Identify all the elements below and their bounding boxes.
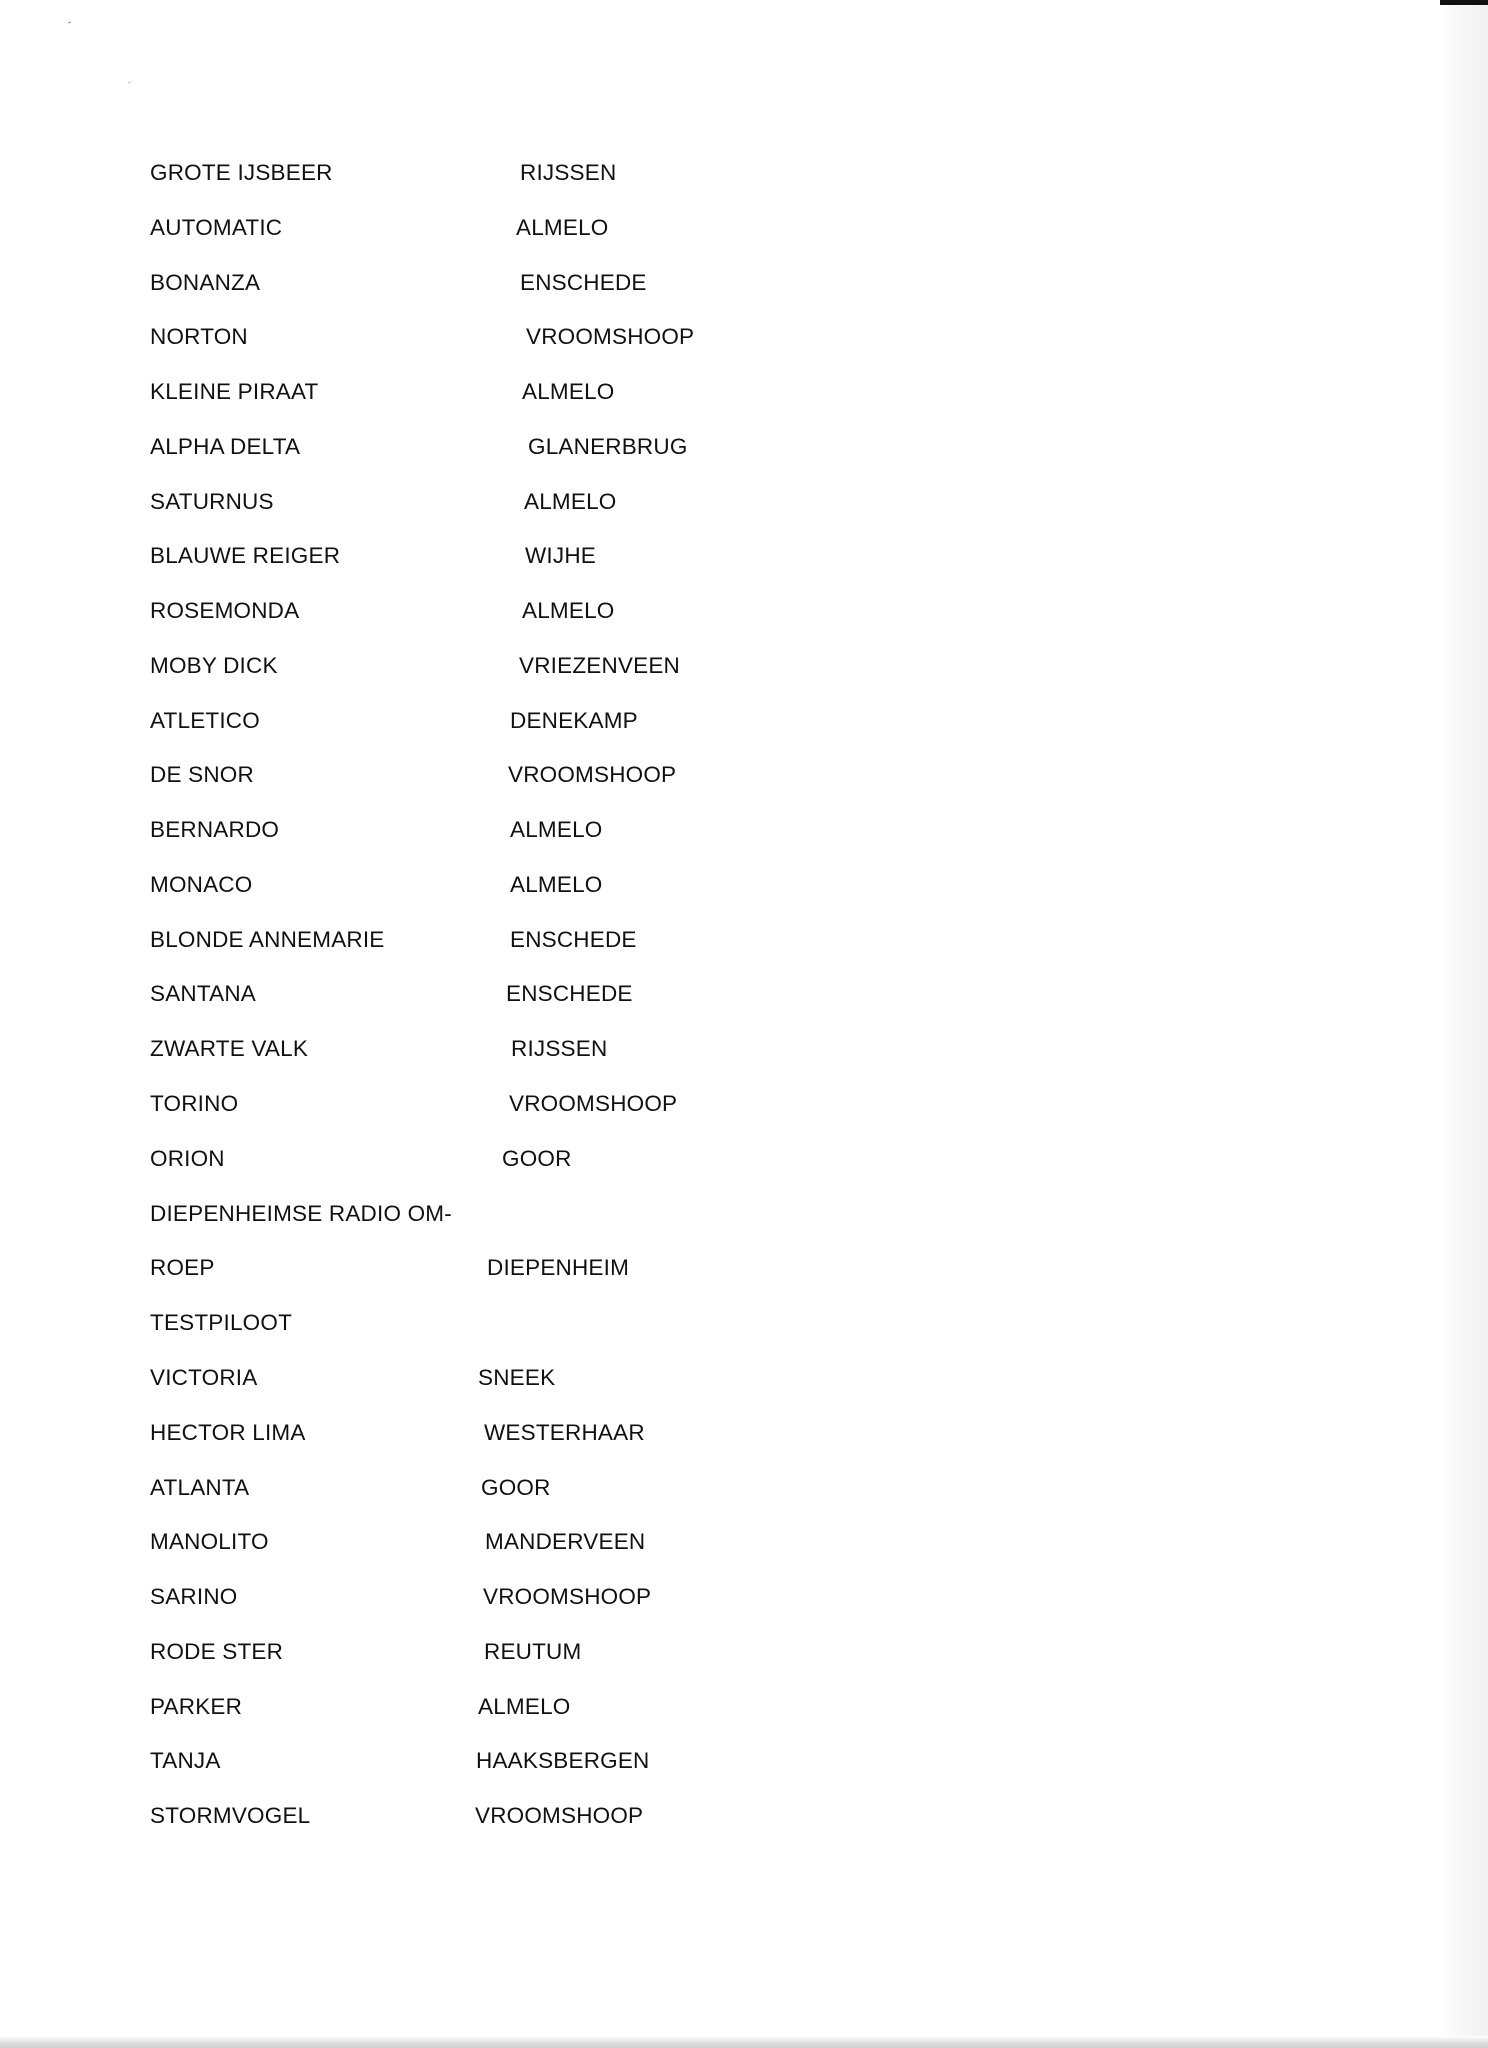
list-item-name: ALPHA DELTA — [150, 434, 301, 459]
list-item — [0, 1089, 800, 1119]
list-item-place: WESTERHAAR — [484, 1420, 645, 1445]
list-item — [0, 1363, 800, 1393]
list-item-name: HECTOR LIMA — [150, 1420, 306, 1445]
list-item-name: SANTANA — [150, 981, 257, 1006]
list-item — [0, 1582, 800, 1612]
list-item-place: GOOR — [481, 1475, 551, 1500]
list-item — [0, 1034, 800, 1064]
list-item-place: ALMELO — [524, 489, 617, 514]
list-item-name: TANJA — [150, 1748, 221, 1773]
list-item-place: ALMELO — [522, 598, 615, 623]
list-item — [0, 377, 800, 407]
list-item-place: GOOR — [502, 1146, 572, 1171]
list-item — [0, 1473, 800, 1503]
list-item-place: VROOMSHOOP — [508, 762, 677, 787]
list-item-name: ROSEMONDA — [150, 598, 300, 623]
list-item-name: BLAUWE REIGER — [150, 543, 341, 568]
list-item-name: ROEP — [150, 1255, 215, 1280]
list-item — [0, 760, 800, 790]
list-item — [0, 1308, 800, 1338]
list-item — [0, 268, 800, 298]
list-item-place: ENSCHEDE — [520, 270, 647, 295]
list-item-name: VICTORIA — [150, 1365, 258, 1390]
list-item-name: DIEPENHEIMSE RADIO OM- — [150, 1201, 452, 1226]
list-item — [0, 1637, 800, 1667]
list-item — [0, 322, 800, 352]
list-item-name: TESTPILOOT — [150, 1310, 293, 1335]
list-item-place: VROOMSHOOP — [475, 1803, 644, 1828]
list-item-place: DENEKAMP — [510, 708, 638, 733]
list-item-name: ATLANTA — [150, 1475, 250, 1500]
list-item — [0, 651, 800, 681]
list-item — [0, 1144, 800, 1174]
list-item-place: MANDERVEEN — [485, 1529, 646, 1554]
list-item-name: MONACO — [150, 872, 253, 897]
list-item-name: PARKER — [150, 1694, 243, 1719]
list-item-name: KLEINE PIRAAT — [150, 379, 319, 404]
list-item — [0, 596, 800, 626]
list-item-place: VROOMSHOOP — [483, 1584, 652, 1609]
list-item — [0, 213, 800, 243]
list-item — [0, 1527, 800, 1557]
list-item-name: ATLETICO — [150, 708, 260, 733]
list-item-name: AUTOMATIC — [150, 215, 283, 240]
list-item-place: VROOMSHOOP — [526, 324, 695, 349]
list-item — [0, 432, 800, 462]
list-item-place: ALMELO — [478, 1694, 571, 1719]
list-item-name: SATURNUS — [150, 489, 274, 514]
list-item-place: WIJHE — [525, 543, 596, 568]
list-item — [0, 706, 800, 736]
list-item-name: ZWARTE VALK — [150, 1036, 309, 1061]
list-item — [0, 1692, 800, 1722]
list-item-name: BONANZA — [150, 270, 261, 295]
list-item-place: RIJSSEN — [511, 1036, 608, 1061]
list-item — [0, 1801, 800, 1831]
list-item-place: ENSCHEDE — [506, 981, 633, 1006]
list-item — [0, 1199, 800, 1229]
list-item-name: NORTON — [150, 324, 248, 349]
list-item-place: GLANERBRUG — [528, 434, 688, 459]
list-item-name: DE SNOR — [150, 762, 254, 787]
list-item — [0, 1418, 800, 1448]
list-item — [0, 925, 800, 955]
list-item-place: ENSCHEDE — [510, 927, 637, 952]
list-item-name: RODE STER — [150, 1639, 284, 1664]
list-item — [0, 979, 800, 1009]
list-item-name: BERNARDO — [150, 817, 280, 842]
list-item-place: RIJSSEN — [520, 160, 617, 185]
list-item-name: MOBY DICK — [150, 653, 278, 678]
list-item-name: GROTE IJSBEER — [150, 160, 333, 185]
list-item — [0, 541, 800, 571]
list-item — [0, 870, 800, 900]
list-item-name: MANOLITO — [150, 1529, 269, 1554]
list-item-place: ALMELO — [522, 379, 615, 404]
list-item — [0, 1746, 800, 1776]
list-item-place: ALMELO — [516, 215, 609, 240]
list-item-name: SARINO — [150, 1584, 238, 1609]
list-item — [0, 487, 800, 517]
list-item-name: STORMVOGEL — [150, 1803, 311, 1828]
list-item-place: ALMELO — [510, 817, 603, 842]
list-item-place: VROOMSHOOP — [509, 1091, 678, 1116]
list-item-name: TORINO — [150, 1091, 239, 1116]
list-item-place: DIEPENHEIM — [487, 1255, 630, 1280]
list-item — [0, 1253, 800, 1283]
list-item-place: VRIEZENVEEN — [519, 653, 680, 678]
list-item — [0, 815, 800, 845]
list-item-place: REUTUM — [484, 1639, 582, 1664]
list-item — [0, 158, 800, 188]
list-item-place: SNEEK — [478, 1365, 556, 1390]
list-item-name: BLONDE ANNEMARIE — [150, 927, 385, 952]
list-item-name: ORION — [150, 1146, 225, 1171]
list-item-place: ALMELO — [510, 872, 603, 897]
list-item-place: HAAKSBERGEN — [476, 1748, 650, 1773]
